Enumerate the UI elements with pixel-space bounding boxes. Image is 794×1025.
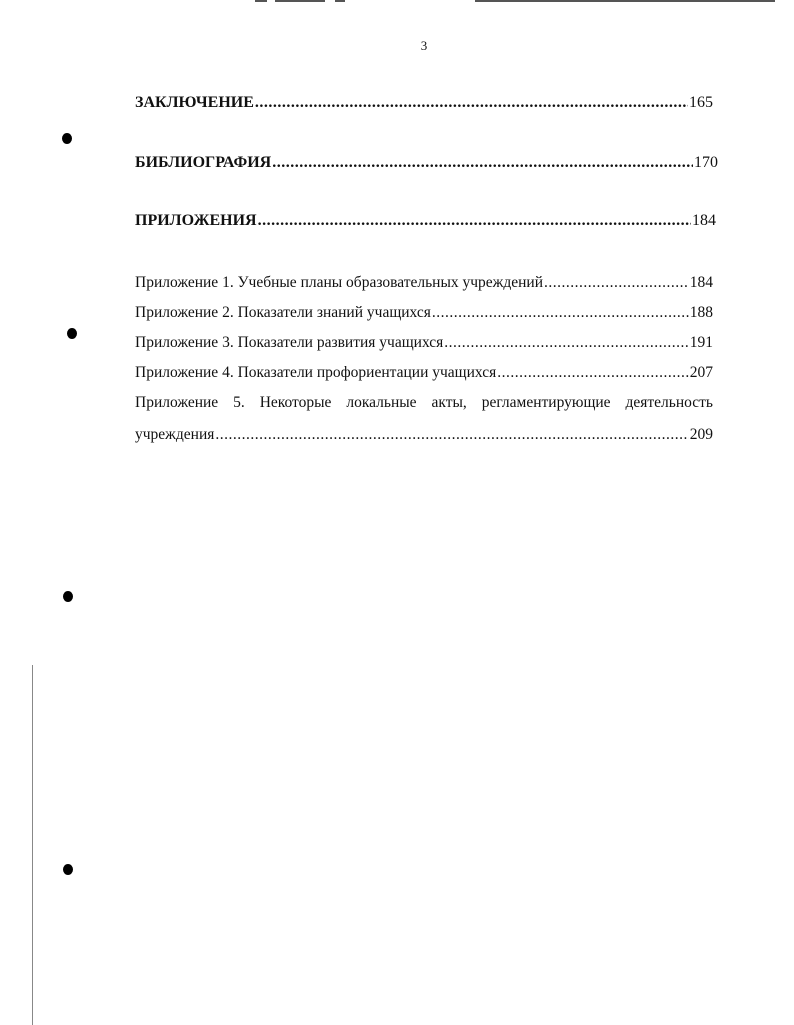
toc-page-number: 207 (689, 364, 713, 381)
toc-page-number: 184 (689, 274, 713, 291)
scan-edge-left (32, 665, 33, 1025)
toc-entry-appendix-5 (135, 426, 713, 444)
toc-page-number: 170 (694, 154, 718, 171)
dot-leader (258, 212, 691, 230)
toc-title: ПРИЛОЖЕНИЯ (135, 212, 257, 229)
toc-title: Приложение 1. Учебные планы образовательных учреждений (135, 274, 544, 291)
toc-heading-conclusion (135, 94, 713, 112)
scan-edge-top (275, 0, 325, 2)
toc-title: БИБЛИОГРАФИЯ (135, 154, 272, 171)
toc-page-number: 191 (689, 334, 713, 351)
toc-page-number: 165 (689, 94, 713, 111)
toc-heading-bibliography (135, 154, 718, 172)
toc-page-number: 209 (689, 426, 713, 443)
toc-title: учреждения (135, 426, 215, 443)
scan-edge-top (255, 0, 267, 2)
toc-page-number: 188 (689, 304, 713, 321)
dot-leader (272, 154, 693, 172)
dot-leader (255, 94, 688, 112)
toc-page-number: 184 (692, 212, 716, 229)
toc-entry-appendix-5-title-line1: Приложение 5. Некоторые локальные акты, регламентирующие деятельность (135, 394, 713, 411)
dot-leader (444, 334, 688, 352)
binder-hole-mark (63, 864, 73, 875)
binder-hole-mark (62, 133, 72, 144)
toc-title: Приложение 4. Показатели профориентации учащихся (135, 364, 497, 381)
dot-leader (432, 304, 689, 322)
toc-title: ЗАКЛЮЧЕНИЕ (135, 94, 254, 111)
page-number: 3 (420, 38, 428, 53)
toc-entry-appendix-1 (135, 274, 713, 292)
scan-edge-top (335, 0, 345, 2)
binder-hole-mark (63, 591, 73, 602)
binder-hole-mark (67, 328, 77, 339)
toc-entry-appendix-3 (135, 334, 713, 352)
toc-heading-appendices (135, 212, 716, 230)
toc-title: Приложение 2. Показатели знаний учащихся (135, 304, 431, 321)
dot-leader (544, 274, 689, 292)
toc-title: Приложение 3. Показатели развития учащихся (135, 334, 444, 351)
scan-edge-top (475, 0, 775, 2)
toc-entry-appendix-4 (135, 364, 713, 382)
toc-entry-appendix-2 (135, 304, 713, 322)
dot-leader (215, 426, 688, 444)
dot-leader (497, 364, 689, 382)
